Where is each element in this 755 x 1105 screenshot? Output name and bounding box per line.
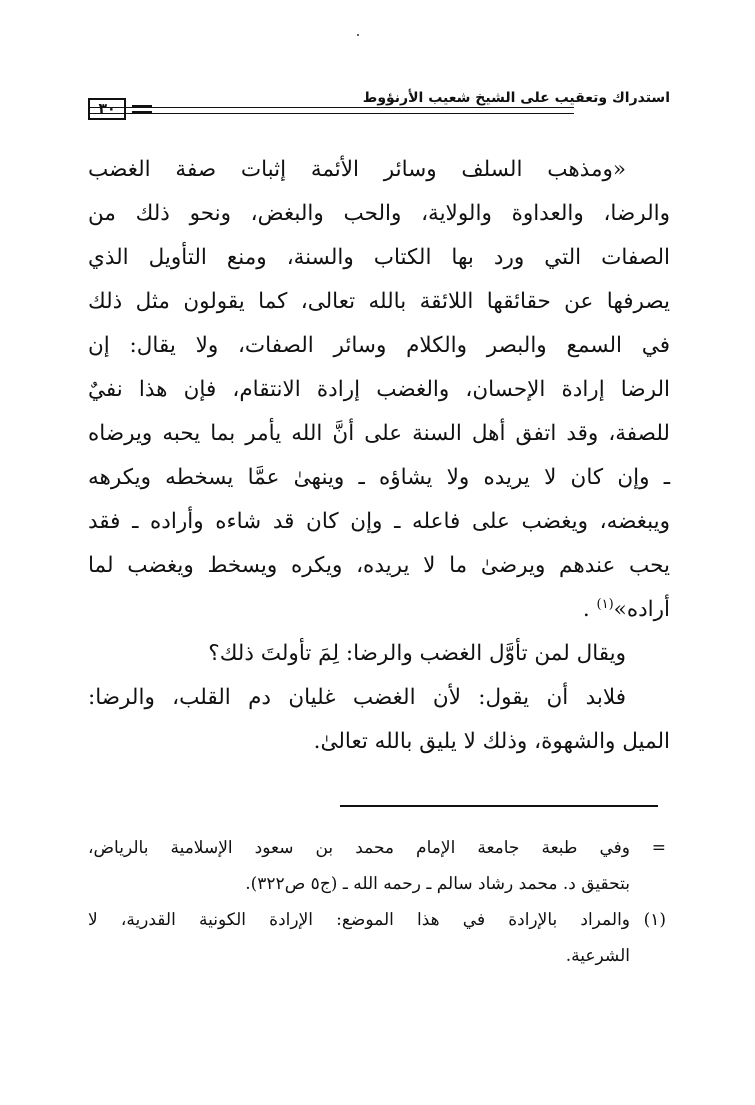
text-line: للصفة، وقد اتفق أهل السنة على أنَّ الله يأمر بما يحبه ويرضاه [88,421,670,446]
quote-end-text: أراده» [613,597,670,622]
footnote-line: وفي طبعة جامعة الإمام محمد بن سعود الإسلامية بالرياض، [88,838,630,858]
text-line: الصفات التي ورد بها الكتاب والسنة، ومنع التأويل الذي [88,245,670,270]
footnote-line: والمراد بالإرادة في هذا الموضع: الإرادة الكونية القدرية، لا [88,910,630,930]
footnote-separator [340,805,658,807]
text-line: والرضا، والعداوة والولاية، والحب والبغض، ونحو ذلك من [88,201,670,226]
footnote-continuation [88,830,670,902]
text-line: الرضا إرادة الإحسان، والغضب إرادة الانتقام، فإن هذا نفيٌ [88,377,670,402]
paragraph-question: ويقال لمن تأوَّل الغضب والرضا: لِمَ تأولتَ ذلك؟ [208,641,626,666]
footnote-line: الشرعية. [565,946,630,966]
text-line: ـ وإن كان لا يريده ولا يشاؤه ـ وينهىٰ عمَّا يسخطه ويكرهه [88,465,670,490]
quote-end-period: . [582,597,590,622]
quote-closing-line [88,588,670,632]
footnote-marker: (١) [643,910,666,930]
text-line: «ومذهب السلف وسائر الأئمة إثبات صفة الغضب [88,157,626,182]
ink-speck [357,34,359,36]
text-line: ويبغضه، ويغضب على فاعله ـ وإن كان قد شاءه وأراده ـ فقد [88,509,670,534]
page-number-block [88,98,152,124]
page-number-rule-bottom [132,111,152,113]
main-text [88,148,670,764]
page-number-rule-top [132,105,152,107]
text-line: في السمع والبصر والكلام وسائر الصفات، ولا يقال: إن [88,333,670,358]
text-line: الميل والشهوة، وذلك لا يليق بالله تعالىٰ. [313,729,670,754]
page-number: ٣٠ [88,98,126,120]
footnote-line: بتحقيق د. محمد رشاد سالم ـ رحمه الله ـ (ج٥ ص٣٢٢). [245,874,630,894]
text-line: يحب عندهم ويرضىٰ ما لا يريده، ويكره ويسخط ويغضب لما [88,553,670,578]
running-title: استدراك وتعقيب على الشيخ شعيب الأرنؤوط [362,90,670,106]
text-line: فلابد أن يقول: لأن الغضب غليان دم القلب، والرضا: [88,685,626,710]
footnote-1 [88,902,670,974]
footnotes [88,830,670,974]
page-header [88,88,670,124]
text-line: يصرفها عن حقائقها اللائقة بالله تعالى، كما يقولون مثل ذلك [88,289,670,314]
header-rule-top [88,107,574,108]
footnote-marker: = [651,838,666,858]
header-rule-bottom [88,113,574,114]
footnote-reference[interactable]: (١) [596,596,614,612]
